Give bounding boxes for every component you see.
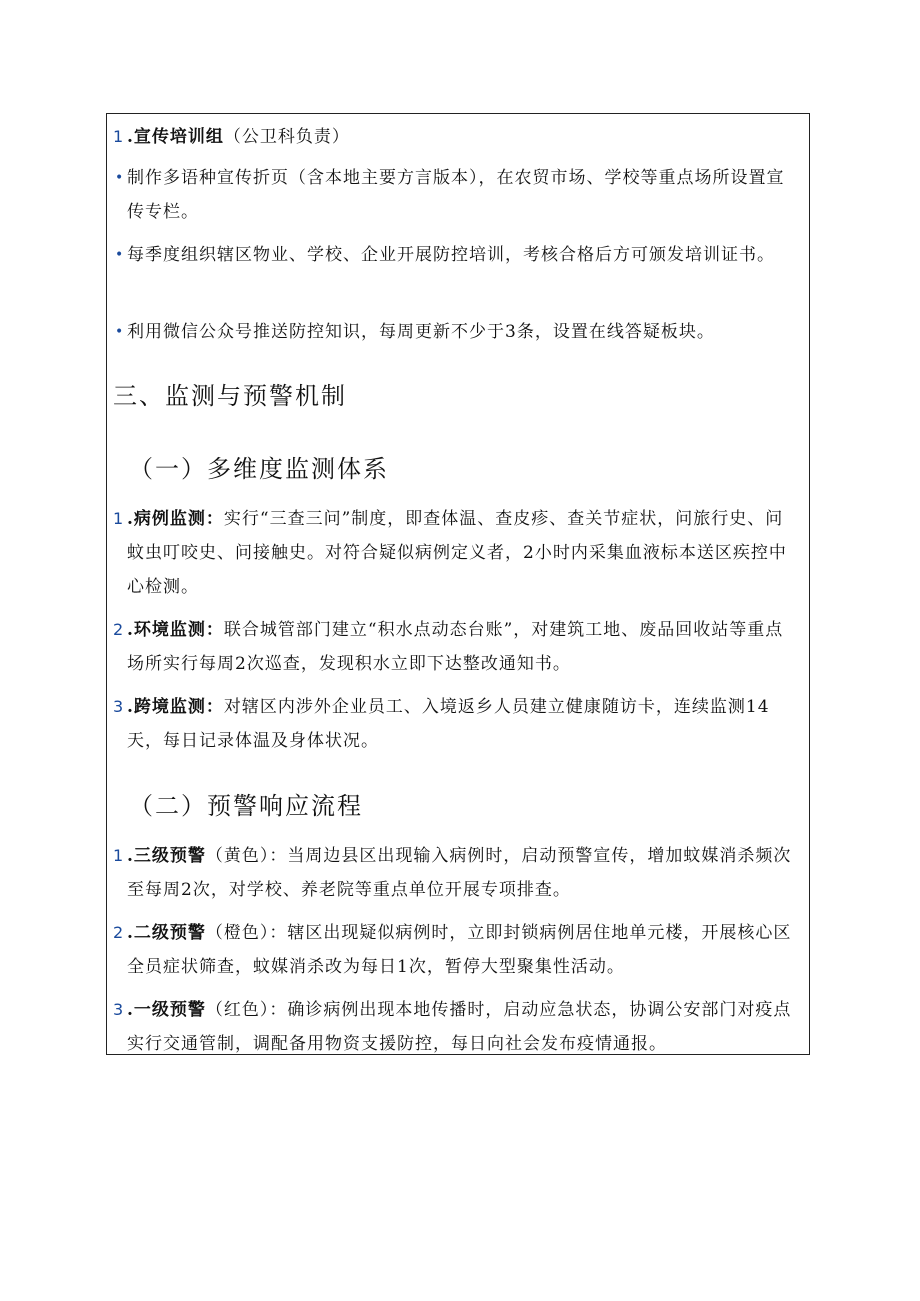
list-item: 3 .一级预警（红色）：确诊病例出现本地传播时，启动应急状态，协调公安部门对疫点实行交通管制，调配备用物资支援防控，每日向社会发布疫情通报。 [107, 993, 811, 1061]
bullet-text: 每季度组织辖区物业、学校、企业开展防控培训，考核合格后方可颁发培训证书。 [127, 245, 775, 265]
heading-title: 宣传培训组 [133, 127, 224, 147]
item-text: ：确诊病例出现本地传播时，启动应急状态，协调公安部门对疫点实行交通管制，调配备用物资支援防控，每日向社会发布疫情通报。 [127, 1000, 792, 1054]
item-label: 病例监测： [133, 509, 224, 529]
item-label: 环境监测： [133, 620, 224, 640]
bullet-text: 利用微信公众号推送防控知识，每周更新不少于3条，设置在线答疑板块。 [127, 322, 715, 342]
list-number: 1 [113, 846, 125, 865]
subsection-title: （一）多维度监测体系 [129, 455, 389, 483]
list-item: 2 .二级预警（橙色）：辖区出现疑似病例时，立即封锁病例居住地单元楼，开展核心区全员症状筛查，蚊媒消杀改为每日1次，暂停大型聚集性活动。 [107, 916, 811, 984]
list-number: 3 [113, 1000, 125, 1019]
heading-note: （公卫科负责） [223, 127, 350, 147]
item-text: ：辖区出现疑似病例时，立即封锁病例居住地单元楼，开展核心区全员症状筛查，蚊媒消杀改为每日1次，暂停大型聚集性活动。 [127, 923, 792, 977]
item-text: ：当周边县区出现输入病例时，启动预警宣传，增加蚊媒消杀频次至每周2次，对学校、养老院等重点单位开展专项排查。 [127, 846, 792, 900]
item-text: 联合城管部门建立“积水点动态台账”，对建筑工地、废品回收站等重点场所实行每周2次巡查，发现积水立即下达整改通知书。 [127, 620, 784, 674]
list-item [107, 238, 811, 272]
list-number: 2 [113, 923, 125, 942]
list-number: 2 [113, 620, 125, 639]
bullet-text: 制作多语种宣传折页（含本地主要方言版本），在农贸市场、学校等重点场所设置宣传专栏。 [127, 168, 785, 222]
item-label: 一级预警 [133, 1000, 206, 1020]
list-item: 1 .病例监测：实行“三查三问”制度，即查体温、查皮疹、查关节症状，问旅行史、问蚊虫叮咬史、问接触史。对符合疑似病例定义者，2小时内采集血液标本送区疾控中心检测。 [107, 502, 811, 604]
list-item [107, 161, 811, 229]
bullet-icon: • [115, 247, 125, 263]
list-item: 2 .环境监测：联合城管部门建立“积水点动态台账”，对建筑工地、废品回收站等重点场所实行每周2次巡查，发现积水立即下达整改通知书。 [107, 613, 811, 681]
bullet-icon: • [115, 170, 125, 186]
list-number: 1 [113, 509, 125, 528]
bullet-icon: • [115, 324, 125, 340]
list-number: 1 [113, 127, 125, 146]
content-frame [106, 113, 810, 1055]
item-text: 对辖区内涉外企业员工、入境返乡人员建立健康随访卡，连续监测14天，每日记录体温及身体状况。 [127, 697, 770, 751]
list-number: 3 [113, 697, 125, 716]
item-label: 三级预警 [133, 846, 206, 866]
list-item: 3 .跨境监测：对辖区内涉外企业员工、入境返乡人员建立健康随访卡，连续监测14天，每日记录体温及身体状况。 [107, 690, 811, 758]
list-item: 1 .三级预警（黄色）：当周边县区出现输入病例时，启动预警宣传，增加蚊媒消杀频次至每周2次，对学校、养老院等重点单位开展专项排查。 [107, 839, 811, 907]
item-label: 二级预警 [133, 923, 206, 943]
list-item [107, 315, 811, 349]
item-color-note: （橙色） [205, 923, 270, 943]
item-label: 跨境监测： [133, 697, 224, 717]
subsection-title: （二）预警响应流程 [129, 792, 363, 820]
item-color-note: （黄色） [205, 846, 270, 866]
section-title: 三、监测与预警机制 [113, 382, 347, 410]
item-color-note: （红色） [205, 1000, 270, 1020]
item-text: 实行“三查三问”制度，即查体温、查皮疹、查关节症状，问旅行史、问蚊虫叮咬史、问接触史。对符合疑似病例定义者，2小时内采集血液标本送区疾控中心检测。 [127, 509, 787, 597]
training-heading: 1 .宣传培训组（公卫科负责） [107, 120, 811, 154]
